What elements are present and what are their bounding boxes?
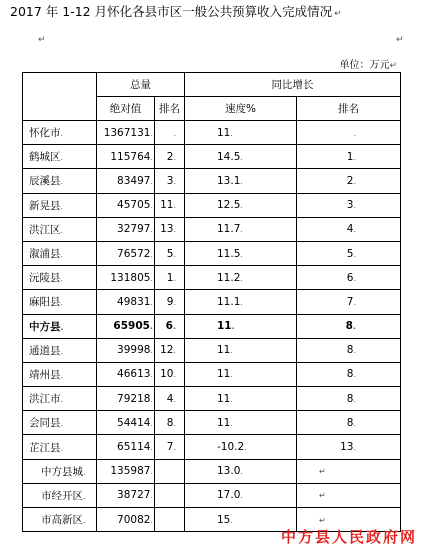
paragraph-mark-icon: . [353, 225, 356, 235]
document-title: 2017 年 1-12 月怀化各县市区一般公共预算收入完成情况 ↵ [10, 4, 342, 19]
cell-abs: 1367131. [97, 121, 155, 145]
watermark: 中方县人民政府网 [280, 528, 417, 546]
cell-rank2: 8. [297, 411, 401, 435]
cell-rank: 12. [155, 338, 185, 362]
cell-name: 市经开区. [23, 483, 97, 507]
paragraph-mark-icon: . [244, 443, 247, 453]
paragraph-mark-icon: . [172, 322, 176, 332]
paragraph-mark-icon: . [150, 394, 153, 404]
cell-speed: 15. [185, 508, 297, 532]
paragraph-mark-icon: . [240, 249, 243, 259]
paragraph-mark-icon: . [353, 418, 356, 428]
paragraph-mark-icon: . [60, 201, 64, 211]
cell-rank2 [297, 459, 401, 483]
paragraph-mark-icon: . [173, 443, 176, 453]
cell-rank: 11. [155, 193, 185, 217]
cell-name: 市高新区. [23, 508, 97, 532]
cell-abs: 49831. [97, 290, 155, 314]
table-row [23, 290, 401, 314]
cell-speed: 11. [185, 338, 297, 362]
cell-abs: 54414. [97, 411, 155, 435]
table-row [23, 217, 401, 241]
cell-speed: 11. [185, 121, 297, 145]
cell-rank2: 1. [297, 145, 401, 169]
paragraph-mark-icon: . [60, 274, 64, 284]
cell-rank: 5. [155, 241, 185, 265]
cell-speed: 13.0. [185, 459, 297, 483]
table-row [23, 362, 401, 386]
paragraph-mark-icon: . [60, 395, 64, 405]
paragraph-mark-icon: . [352, 322, 356, 332]
paragraph-mark-icon: . [240, 201, 243, 211]
cell-abs: 79218. [97, 387, 155, 411]
cell-rank: 7. [155, 435, 185, 459]
paragraph-mark-icon: . [173, 297, 176, 307]
paragraph-mark-icon: . [150, 515, 153, 525]
table-row [23, 314, 401, 338]
cell-name: 沅陵县. [23, 266, 97, 290]
cell-abs: 65905. [97, 314, 155, 338]
paragraph-mark-icon: . [240, 297, 243, 307]
cell-abs: 65114. [97, 435, 155, 459]
cell-abs: 70082. [97, 508, 155, 532]
paragraph-mark-icon: . [173, 346, 176, 356]
cell-name: 洪江区. [23, 217, 97, 241]
paragraph-mark-icon: . [60, 177, 64, 187]
paragraph-mark-icon: . [353, 443, 356, 453]
paragraph-mark-icon: ↵ [319, 491, 326, 501]
paragraph-mark-icon: . [150, 273, 153, 283]
paragraph-mark-icon: . [353, 297, 356, 307]
cell-rank: 1. [155, 266, 185, 290]
paragraph-mark-icon: . [150, 128, 153, 138]
cell-name: 中方县城. [23, 459, 97, 483]
header-total: 总量 [97, 73, 185, 97]
paragraph-mark-icon: . [60, 298, 64, 308]
paragraph-mark-icon: . [150, 467, 153, 477]
cell-rank2: 13. [297, 435, 401, 459]
cell-speed: 11. [185, 411, 297, 435]
paragraph-mark-icon: . [60, 419, 64, 429]
cell-rank: 2. [155, 145, 185, 169]
table-row [23, 435, 401, 459]
cell-abs: 38727. [97, 483, 155, 507]
paragraph-mark-icon: . [240, 176, 243, 186]
header-rank2: 排名 [297, 97, 401, 121]
cell-speed: 13.1. [185, 169, 297, 193]
paragraph-mark-icon: . [60, 250, 64, 260]
header-region [23, 73, 97, 121]
cell-speed: 11. [185, 387, 297, 411]
paragraph-mark-icon: . [150, 201, 153, 211]
cell-rank2: 5. [297, 241, 401, 265]
paragraph-mark-icon: . [353, 273, 356, 283]
cell-name: 中方县. [23, 314, 97, 338]
paragraph-mark-icon: . [150, 491, 153, 501]
paragraph-mark-icon: . [230, 515, 233, 525]
paragraph-mark-icon: . [230, 346, 233, 356]
header-abs: 绝对值 [97, 97, 155, 121]
paragraph-mark-icon: . [150, 370, 153, 380]
paragraph-mark-icon: ↵ [389, 61, 397, 71]
paragraph-mark-icon: ↵ [396, 35, 404, 45]
paragraph-mark-icon: . [60, 153, 64, 163]
paragraph-mark-icon: ↵ [319, 515, 326, 525]
cell-rank: 6. [155, 314, 185, 338]
paragraph-mark-icon: . [150, 346, 153, 356]
revenue-table [22, 72, 401, 532]
paragraph-mark-icon: ↵ [319, 467, 326, 477]
cell-name: 辰溪县. [23, 169, 97, 193]
cell-speed: 17.0. [185, 483, 297, 507]
cell-rank [155, 459, 185, 483]
cell-rank: 4. [155, 387, 185, 411]
paragraph-mark-icon: . [150, 443, 153, 453]
unit-label: 单位：万元↵ [339, 60, 397, 71]
paragraph-mark-icon: . [173, 176, 176, 186]
paragraph-mark-icon: . [173, 418, 176, 428]
paragraph-mark-icon: . [230, 418, 233, 428]
cell-abs: 45705. [97, 193, 155, 217]
paragraph-mark-icon: . [150, 176, 153, 186]
cell-rank: 9. [155, 290, 185, 314]
cell-rank2: 8. [297, 338, 401, 362]
table-row [23, 411, 401, 435]
cell-speed: 11. [185, 314, 297, 338]
paragraph-mark-icon: . [353, 128, 356, 138]
cell-name: 靖州县. [23, 362, 97, 386]
cell-name: 新晃县. [23, 193, 97, 217]
cell-name: 麻阳县. [23, 290, 97, 314]
paragraph-mark-icon: . [83, 467, 86, 477]
table-row [23, 121, 401, 145]
paragraph-mark-icon: . [60, 443, 64, 453]
paragraph-mark-icon: . [150, 418, 153, 428]
cell-rank: 13. [155, 217, 185, 241]
table-row [23, 459, 401, 483]
paragraph-mark-icon: . [60, 225, 64, 235]
paragraph-mark-icon: . [173, 394, 176, 404]
cell-rank: 10. [155, 362, 185, 386]
cell-rank2: 2. [297, 169, 401, 193]
paragraph-mark-icon: . [60, 370, 64, 380]
cell-name: 溆浦县. [23, 241, 97, 265]
paragraph-mark-icon: . [240, 467, 243, 477]
paragraph-mark-icon: . [83, 516, 86, 526]
paragraph-mark-icon: . [240, 225, 243, 235]
cell-abs: 39998. [97, 338, 155, 362]
paragraph-mark-icon: . [60, 322, 64, 332]
cell-name: 通道县. [23, 338, 97, 362]
paragraph-mark-icon: . [230, 128, 233, 138]
paragraph-mark-icon: . [60, 129, 64, 139]
cell-rank: 8. [155, 411, 185, 435]
paragraph-mark-icon: . [173, 152, 176, 162]
cell-rank2: 3. [297, 193, 401, 217]
cell-rank2: 8. [297, 387, 401, 411]
cell-rank [155, 483, 185, 507]
cell-speed: 14.5. [185, 145, 297, 169]
paragraph-mark-icon: . [83, 491, 86, 501]
cell-abs: 76572. [97, 241, 155, 265]
table-row [23, 338, 401, 362]
cell-speed: 11.1. [185, 290, 297, 314]
paragraph-mark-icon: . [150, 297, 153, 307]
paragraph-mark-icon: . [231, 322, 235, 332]
cell-rank2 [297, 483, 401, 507]
paragraph-mark-icon: . [353, 249, 356, 259]
cell-name: 洪江市. [23, 387, 97, 411]
table-row [23, 266, 401, 290]
paragraph-mark-icon: . [240, 491, 243, 501]
table-row [23, 387, 401, 411]
cell-rank [155, 508, 185, 532]
paragraph-mark-icon: . [353, 152, 356, 162]
cell-abs: 131805. [97, 266, 155, 290]
paragraph-mark-icon: . [353, 176, 356, 186]
cell-abs: 83497. [97, 169, 155, 193]
cell-speed: 11.5. [185, 241, 297, 265]
cell-speed: 12.5. [185, 193, 297, 217]
paragraph-mark-icon: . [150, 249, 153, 259]
cell-name: 鹤城区. [23, 145, 97, 169]
cell-rank2: 6. [297, 266, 401, 290]
header-rank: 排名 [155, 97, 185, 121]
cell-speed: 11.2. [185, 266, 297, 290]
paragraph-mark-icon: . [173, 225, 176, 235]
header-speed: 速度% [185, 97, 297, 121]
paragraph-mark-icon: . [353, 394, 356, 404]
paragraph-mark-icon: . [173, 273, 176, 283]
table-row [23, 483, 401, 507]
paragraph-mark-icon: . [240, 273, 243, 283]
paragraph-mark-icon: . [173, 128, 176, 138]
cell-rank2: 8. [297, 314, 401, 338]
table-row [23, 145, 401, 169]
cell-rank2: 4. [297, 217, 401, 241]
cell-name: 芷江县. [23, 435, 97, 459]
paragraph-mark-icon: . [149, 322, 153, 332]
paragraph-mark-icon: . [230, 394, 233, 404]
cell-abs: 135987. [97, 459, 155, 483]
cell-rank2: 8. [297, 362, 401, 386]
table-header-row [23, 73, 401, 97]
cell-rank2: 7. [297, 290, 401, 314]
cell-rank: 3. [155, 169, 185, 193]
cell-speed: -10.2. [185, 435, 297, 459]
paragraph-mark-icon: . [230, 370, 233, 380]
cell-abs: 32797. [97, 217, 155, 241]
cell-rank [155, 121, 185, 145]
paragraph-mark-icon: . [150, 152, 153, 162]
paragraph-mark-icon: . [240, 152, 243, 162]
cell-name: 会同县. [23, 411, 97, 435]
paragraph-mark-icon: . [173, 201, 176, 211]
table-row [23, 241, 401, 265]
paragraph-mark-icon: . [173, 370, 176, 380]
header-yoy: 同比增长 [185, 73, 401, 97]
cell-rank2 [297, 121, 401, 145]
cell-speed: 11.7. [185, 217, 297, 241]
cell-name: 怀化市. [23, 121, 97, 145]
cell-speed: 11. [185, 362, 297, 386]
paragraph-mark-icon: . [173, 249, 176, 259]
paragraph-mark-icon: . [150, 225, 153, 235]
paragraph-mark-icon: ↵ [38, 35, 46, 45]
paragraph-mark-icon: . [353, 370, 356, 380]
cell-abs: 46613. [97, 362, 155, 386]
paragraph-mark-icon: . [353, 201, 356, 211]
table-row [23, 169, 401, 193]
table-row [23, 193, 401, 217]
paragraph-mark-icon: ↵ [334, 9, 342, 19]
paragraph-mark-icon: . [60, 346, 64, 356]
paragraph-mark-icon: . [353, 346, 356, 356]
cell-abs: 115764. [97, 145, 155, 169]
